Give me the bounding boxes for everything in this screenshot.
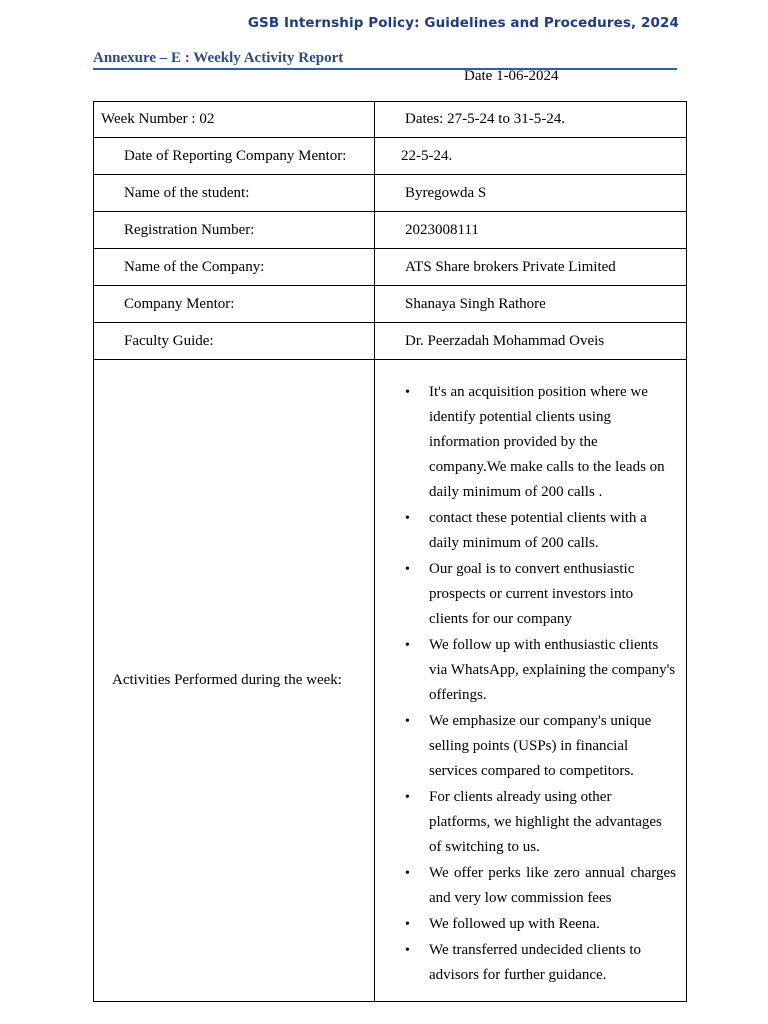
table-row	[94, 212, 687, 249]
list-item: • We followed up with Reena.	[405, 912, 676, 937]
activities-list	[375, 380, 686, 1001]
faculty-guide-label: Faculty Guide:	[94, 323, 375, 360]
policy-header: GSB Internship Policy: Guidelines and Procedures, 2024	[247, 15, 679, 31]
weekly-report-table	[93, 101, 687, 1002]
table-row	[94, 249, 687, 286]
activities-label: Activities Performed during the week:	[94, 360, 375, 1002]
list-item: • We offer perks like zero annual charges and very low commission fees	[405, 861, 676, 911]
list-item: • contact these potential clients with a daily minimum of 200 calls.	[405, 506, 676, 556]
company-mentor-value: Shanaya Singh Rathore	[375, 286, 687, 323]
registration-number-value: 2023008111	[375, 212, 687, 249]
reporting-date-value: 22-5-24.	[375, 138, 687, 175]
list-item: • We emphasize our company's unique selling points (USPs) in financial services compared to competitors.	[405, 709, 676, 784]
list-item: • It's an acquisition position where we identify potential clients using information provided by the company.We make calls to the leads on daily minimum of 200 calls .	[405, 380, 676, 505]
activities-cell	[375, 360, 687, 1002]
table-row	[94, 286, 687, 323]
company-name-label: Name of the Company:	[94, 249, 375, 286]
report-date: Date 1-06-2024	[464, 68, 559, 84]
list-item: • We transferred undecided clients to advisors for further guidance.	[405, 938, 676, 988]
student-name-label: Name of the student:	[94, 175, 375, 212]
table-row	[94, 138, 687, 175]
annexure-title: Annexure – E : Weekly Activity Report	[93, 50, 677, 70]
table-row	[94, 102, 687, 138]
list-item: • Our goal is to convert enthusiastic prospects or current investors into clients for our company	[405, 557, 676, 632]
faculty-guide-value: Dr. Peerzadah Mohammad Oveis	[375, 323, 687, 360]
student-name-value: Byregowda S	[375, 175, 687, 212]
table-row	[94, 175, 687, 212]
week-number-label: Week Number : 02	[94, 102, 375, 138]
registration-number-label: Registration Number:	[94, 212, 375, 249]
table-row	[94, 323, 687, 360]
list-item: • For clients already using other platforms, we highlight the advantages of switching to us.	[405, 785, 676, 860]
dates-value: Dates: 27-5-24 to 31-5-24.	[375, 102, 687, 138]
table-row	[94, 360, 687, 1002]
company-name-value: ATS Share brokers Private Limited	[375, 249, 687, 286]
list-item: • We follow up with enthusiastic clients via WhatsApp, explaining the company's offerings.	[405, 633, 676, 708]
company-mentor-label: Company Mentor:	[94, 286, 375, 323]
reporting-date-label: Date of Reporting Company Mentor:	[94, 138, 375, 175]
